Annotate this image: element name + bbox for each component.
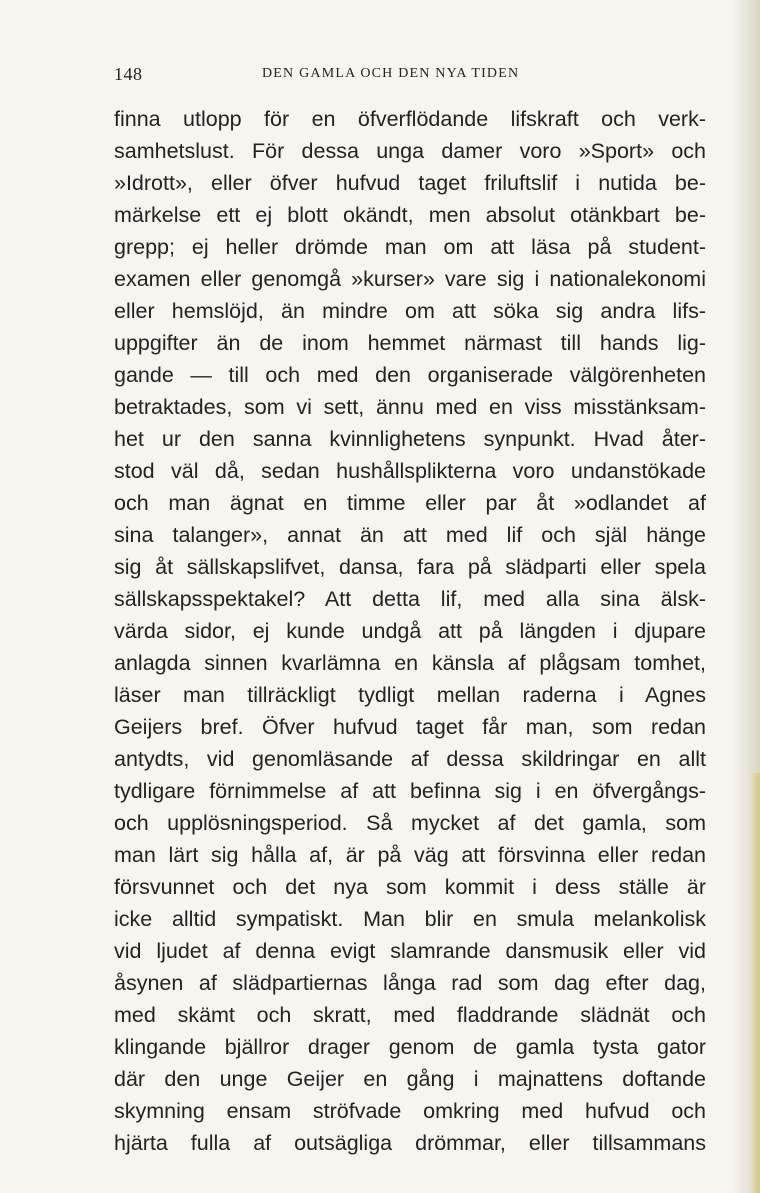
text-line: skymning ensam ströfvade omkring med hufvud och [114, 1099, 706, 1123]
page-number: 148 [114, 64, 143, 84]
text-line: sällskapsspektakel? Att detta lif, med alla sina älsk- [114, 587, 706, 611]
text-line: icke alltid sympatiskt. Man blir en smula melankolisk [114, 907, 706, 931]
text-line: hjärta fulla af outsägliga drömmar, eller tillsammans [114, 1131, 706, 1155]
text-line: där den unge Geijer en gång i majnattens doftande [114, 1067, 706, 1091]
text-line: antydts, vid genomläsande af dessa skildringar en allt [114, 747, 706, 771]
text-line: Geijers bref. Öfver hufvud taget får man, som redan [114, 715, 706, 739]
text-line: uppgifter än de inom hemmet närmast till hands lig- [114, 331, 706, 355]
text-line: vid ljudet af denna evigt slamrande dansmusik eller vid [114, 939, 706, 963]
text-line: sina talanger», annat än att med lif och själ hänge [114, 523, 706, 547]
body-text [114, 103, 706, 1159]
text-line: klingande bjällror drager genom de gamla tysta gator [114, 1035, 706, 1059]
text-line: betraktades, som vi sett, ännu med en viss misstänksam- [114, 395, 706, 419]
text-line: stod väl då, sedan hushållsplikterna voro undanstökade [114, 459, 706, 483]
text-line: tydligare förnimmelse af att befinna sig i en öfvergångs- [114, 779, 706, 803]
text-line: grepp; ej heller drömde man om att läsa på student- [114, 235, 706, 259]
text-line: examen eller genomgå »kurser» vare sig i nationalekonomi [114, 267, 706, 291]
text-line: eller hemslöjd, än mindre om att söka sig andra lifs- [114, 299, 706, 323]
text-line: åsynen af slädpartiernas långa rad som dag efter dag, [114, 971, 706, 995]
text-line: finna utlopp för en öfverflödande lifskraft och verk- [114, 107, 706, 131]
running-head: DEN GAMLA OCH DEN NYA TIDEN [262, 66, 520, 81]
text-line: anlagda sinnen kvarlämna en känsla af plågsam tomhet, [114, 651, 706, 675]
text-line: läser man tillräckligt tydligt mellan raderna i Agnes [114, 683, 706, 707]
text-line: samhetslust. För dessa unga damer voro »Sport» och [114, 139, 706, 163]
page-edge-stain [750, 773, 760, 1193]
text-line: man lärt sig hålla af, är på väg att försvinna eller redan [114, 843, 706, 867]
text-line: sig åt sällskapslifvet, dansa, fara på slädparti eller spela [114, 555, 706, 579]
text-line: med skämt och skratt, med fladdrande slädnät och [114, 1003, 706, 1027]
text-line: och upplösningsperiod. Så mycket af det gamla, som [114, 811, 706, 835]
page-header [114, 64, 706, 88]
text-line: och man ägnat en timme eller par åt »odlandet af [114, 491, 706, 515]
text-line: märkelse ett ej blott okändt, men absolut otänkbart be- [114, 203, 706, 227]
text-line: gande — till och med den organiserade välgörenheten [114, 363, 706, 387]
text-line: »Idrott», eller öfver hufvud taget friluftslif i nutida be- [114, 171, 706, 195]
text-line: försvunnet och det nya som kommit i dess ställe är [114, 875, 706, 899]
text-line: värda sidor, ej kunde undgå att på längden i djupare [114, 619, 706, 643]
text-line: het ur den sanna kvinnlighetens synpunkt. Hvad åter- [114, 427, 706, 451]
